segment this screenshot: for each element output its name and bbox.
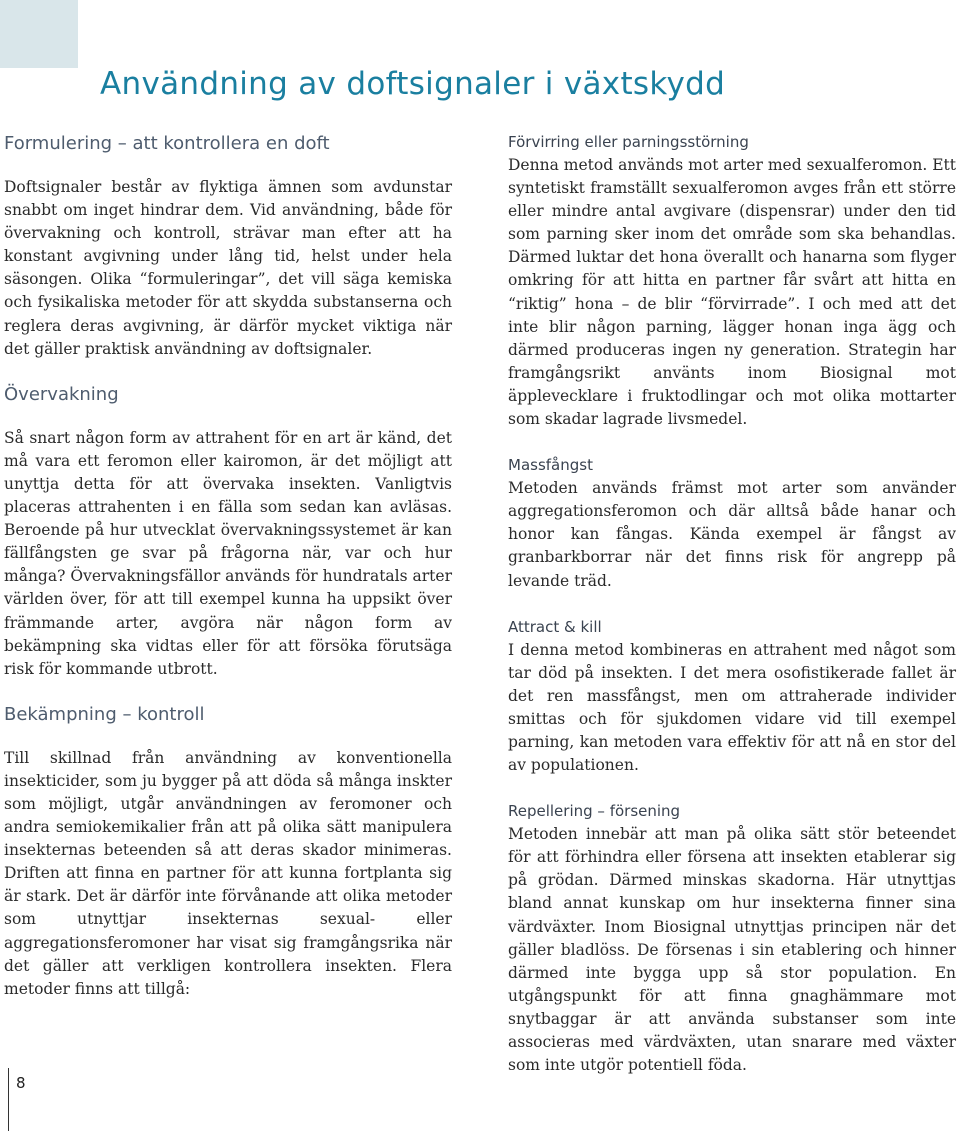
subheading-attract-kill: Attract & kill xyxy=(508,617,602,636)
left-column xyxy=(4,130,452,1001)
section-heading-overvakning: Övervakning xyxy=(4,383,119,405)
subheading-forvirring: Förvirring eller parningsstörning xyxy=(508,133,749,151)
paragraph-forvirring: Denna metod används mot arter med sexualferomon. Ett syntetiskt framställt sexualferomon avges från ett större eller mindre antal avgivare (dispensrar) under den tid som parning sker inom det område som ska behandlas. Därmed luktar det hona överallt och hanarna som flyger omkring för att hitta en partner får svårt att hitta en “riktig” hona – de blir “förvirrade”. I och med att det inte blir någon parning, lägger honan inga ägg och därmed produceras ingen ny generation. Strategin har framgångsrikt använts inom Biosignal mot äpplevecklare i fruktodlingar och mot olika mottarter som skadar lagrade livsmedel. xyxy=(508,156,956,429)
page-number: 8 xyxy=(16,1074,26,1092)
paragraph-repellering: Metoden innebär att man på olika sätt stör beteendet för att förhindra eller försena att insekten etablerar sig på grödan. Därmed minskas skadorna. Här utnyttjas bland annat kunskap om hur insekterna finner sina värdväxter. Inom Biosignal utnyttjas principen när det gäller bladlöss. De försenas i sin etablering och hinner därmed inte bygga upp så stor population. En utgångspunkt för att finna gnaghämmare mot snytbaggar är att använda substanser som inte associeras med värdväxten, utan snarare med växter som inte utgör potentiell föda. xyxy=(508,825,956,1075)
subheading-repellering: Repellering – försening xyxy=(508,802,681,821)
section-heading-formulering: Formulering – att kontrollera en doft xyxy=(4,133,330,154)
section-heading-bekampning: Bekämpning – kontroll xyxy=(4,703,205,725)
paragraph-formulering: Doftsignaler består av flyktiga ämnen som avdunstar snabbt om inget hindrar dem. Vid användning, både för övervakning och kontroll, strävar man efter att ha konstant avgivning under lång tid, helst under hela säsongen. Olika “formuleringar”, det vill säga kemiska och fysikaliska metoder för att skydda substanserna och reglera deras avgivning, är därför mycket viktiga när det gäller praktisk användning av doftsignaler. xyxy=(4,178,452,358)
paragraph-overvakning: Så snart någon form av attrahent för en art är känd, det må vara ett feromon eller kairomon, är det möjligt att unyttja detta för att övervaka insekten. Vanligtvis placeras attrahenten i en fälla som sedan kan avläsas. Beroende på hur utvecklat övervakningssystemet är kan fällfångsten ge svar på frågorna när, var och hur många? Övervakningsfällor används för hundratals arter världen över, för att till exempel kunna ha uppsikt över främmande arter, avgöra när någon form av bekämpning ska vidtas eller för att försöka förutsäga risk för kommande utbrott. xyxy=(4,428,452,678)
subheading-massfangst: Massfångst xyxy=(508,456,593,475)
paragraph-bekampning: Till skillnad från användning av konventionella insekticider, som ju bygger på att döda så många inskter som möjligt, utgår användningen av feromoner och andra semiokemikalier från att på olika sätt manipulera insekternas beteenden så att deras skador minimeras. Driften att finna en partner för att kunna fortplanta sig är stark. Det är därför inte förvånande att olika metoder som utnyttjar insekternas sexual- eller aggregationsferomoner har visat sig framgångsrika när det gäller att verkligen kontrollera insekten. Flera metoder finns att tillgå: xyxy=(4,748,452,998)
right-column xyxy=(508,130,956,1077)
paragraph-attract-kill: I denna metod kombineras en attrahent med något som tar död på insekten. I det mera osofistikerade fallet är det ren massfångst, men om attraherade individer smittas och för sjukdomen vidare vid till exempel parning, kan metoden vara effektiv för att nå en stor del av populationen. xyxy=(508,640,956,775)
corner-decoration xyxy=(0,0,78,68)
page-number-rule xyxy=(8,1068,9,1131)
paragraph-massfangst: Metoden används främst mot arter som använder aggregationsferomon och där alltså både hanar och honor kan fångas. Kända exempel är fångst av granbarkborrar när det finns risk för angrepp på levande träd. xyxy=(508,479,956,590)
page-title: Användning av doftsignaler i växtskydd xyxy=(100,66,726,102)
